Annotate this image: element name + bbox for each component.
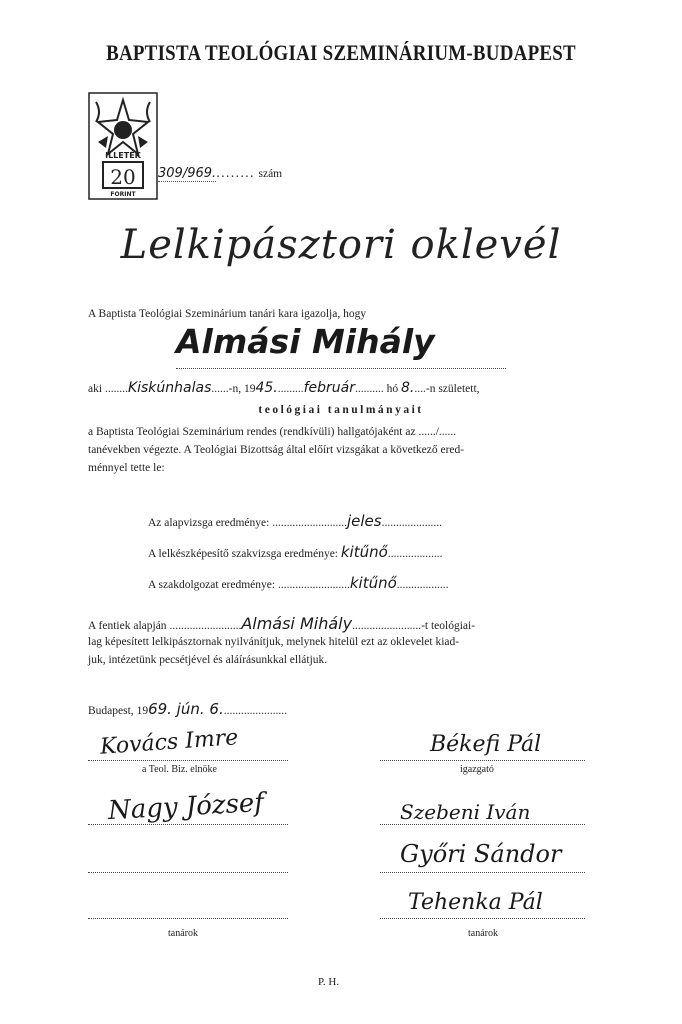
stamp-graphic: [88, 92, 158, 200]
issue-date: Budapest, 1969. jún. 6.......................: [88, 700, 287, 718]
date-year-prefix: 19: [136, 705, 149, 717]
teacher-signature-line: [380, 918, 585, 919]
result-row: Az alapvizsga eredménye: ..........................jeles.....................: [148, 512, 442, 530]
director-signature-line: [380, 760, 585, 761]
basis-name: Almási Mihály: [241, 614, 353, 633]
basis-suffix: -t teológiai-: [421, 620, 476, 632]
document-number-suffix: szám: [258, 168, 283, 180]
revenue-stamp: [88, 92, 158, 200]
birth-year: 45.: [255, 380, 278, 396]
stamp-label: ILLETÉK: [105, 151, 141, 160]
teacher-signature: Győri Sándor: [400, 840, 562, 868]
teacher-signature-line: [380, 872, 585, 873]
teacher-signature-line: [88, 918, 288, 919]
document-number: 309/969......... szám: [158, 166, 283, 181]
birth-place: Kiskúnhalas: [127, 380, 212, 396]
seal-place-marker: P. H.: [318, 976, 340, 988]
director-role: igazgató: [460, 764, 494, 775]
graduate-name: Almási Mihály: [176, 322, 435, 361]
studies-line-1: a Baptista Teológiai Szeminárium rendes (rendkívüli) hallgatójaként az ....../......: [88, 426, 457, 438]
result-label: Az alapvizsga eredménye:: [148, 517, 270, 529]
chair-role: a Teol. Biz. elnöke: [142, 764, 217, 775]
birth-line: aki ........Kiskúnhalas......-n, 1945..........február.......... hó 8.....-n született,: [88, 380, 480, 396]
basis-line-3: juk, intézetünk pecsétjével és aláírásunkkal ellátjuk.: [88, 654, 328, 666]
chair-signature-line: [88, 760, 288, 761]
birth-mid2: hó: [386, 383, 399, 395]
teacher-signature-line: [88, 824, 288, 825]
teacher-signature-line: [88, 872, 288, 873]
result-value: jeles: [346, 512, 382, 530]
basis-line-2: lag képesített lelkipásztornak nyilvánítjuk, melynek hitelül ezt az oklevelet kiad-: [88, 636, 460, 648]
birth-month: február: [303, 380, 356, 396]
result-label: A szakdolgozat eredménye:: [148, 579, 276, 591]
birth-suffix: -n született,: [425, 383, 480, 395]
teachers-label: tanárok: [168, 928, 198, 939]
teacher-signature-line: [380, 824, 585, 825]
document-number-value: 309/969.: [158, 166, 217, 181]
result-row: A lelkészképesítő szakvizsga eredménye: kitűnő...................: [148, 543, 443, 561]
director-signature: Békefi Pál: [430, 732, 542, 757]
date-value: 69. jún. 6.: [148, 700, 224, 718]
studies-line-2: tanévekben végezte. A Teológiai Bizottság által előírt vizsgákat a következő ered-: [88, 444, 465, 456]
star-emblem-icon: [96, 100, 150, 154]
intro-text: A Baptista Teológiai Szeminárium tanári kara igazolja, hogy: [88, 308, 367, 320]
result-label: A lelkészképesítő szakvizsga eredménye:: [148, 548, 338, 560]
date-prefix: Budapest,: [88, 705, 134, 717]
result-value: kitűnő: [340, 543, 388, 561]
basis-prefix: A fentiek alapján: [88, 620, 167, 632]
teacher-signature: Tehenka Pál: [408, 890, 543, 915]
document-title: Lelkipásztori oklevél: [120, 222, 562, 268]
chair-signature: Kovács Imre: [99, 725, 240, 760]
stamp-currency: FORINT: [110, 191, 136, 198]
studies-heading: teológiai tanulmányait: [258, 404, 424, 416]
studies-line-3: ménnyel tette le:: [88, 462, 165, 474]
result-row: A szakdolgozat eredménye: .........................kitűnő..................: [148, 574, 449, 592]
name-dotted-line: [176, 368, 506, 369]
teachers-label: tanárok: [468, 928, 498, 939]
teacher-signature: Nagy József: [107, 787, 265, 827]
birth-day: 8.: [401, 380, 415, 396]
result-value: kitűnő: [349, 574, 397, 592]
institution-header: BAPTISTA TEOLÓGIAI SZEMINÁRIUM-BUDAPEST: [106, 40, 576, 65]
birth-prefix: aki: [88, 383, 103, 395]
basis-line-1: A fentiek alapján .........................Almási Mihály........................-t teológiai-: [88, 614, 476, 633]
teacher-signature: Szebeni Iván: [400, 800, 531, 824]
stamp-value: 20: [110, 165, 136, 189]
birth-mid1: -n, 19: [228, 383, 256, 395]
